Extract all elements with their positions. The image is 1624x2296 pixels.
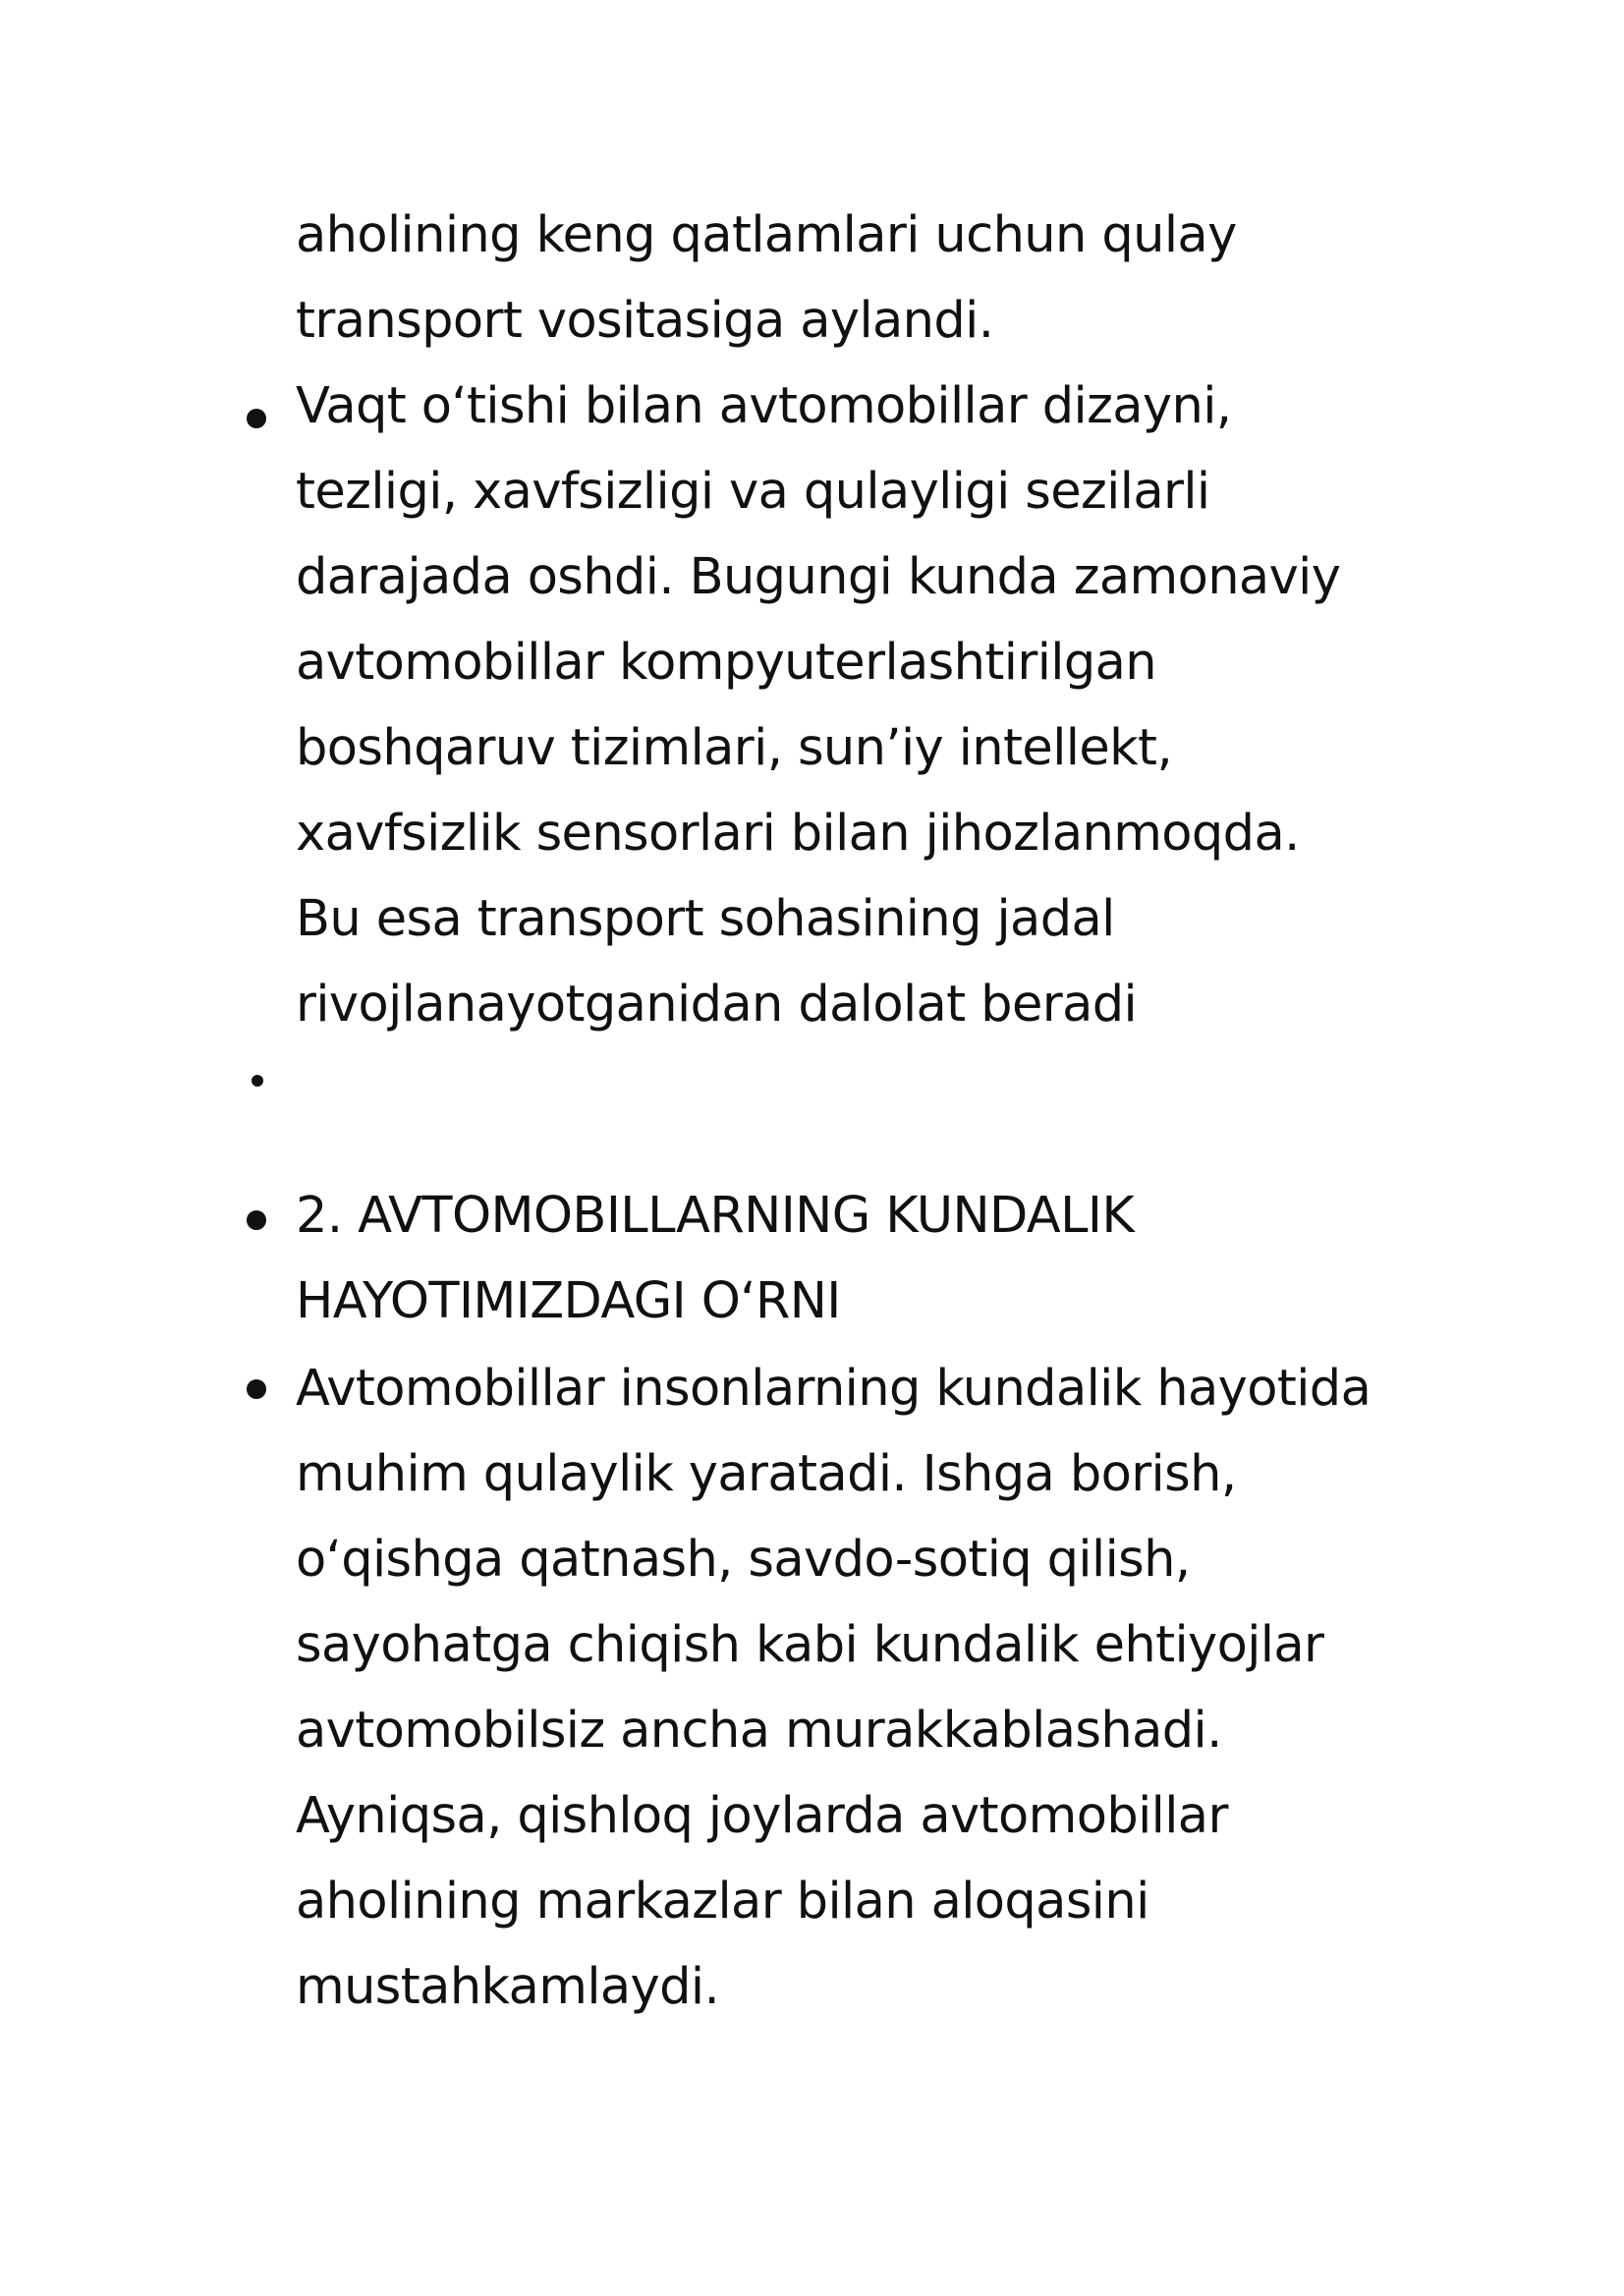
text-line: muhim qulaylik yaratadi. Ishga borish,	[296, 1445, 1237, 1503]
text-line: avtomobillar kompyuterlashtirilgan	[296, 634, 1156, 692]
text-line: Ayniqsa, qishloq joylarda avtomobillar	[296, 1787, 1228, 1845]
text-line: Bu esa transport sohasining jadal	[296, 890, 1115, 948]
heading-line: HAYOTIMIZDAGI O‘RNI	[296, 1272, 841, 1330]
text-line: Avtomobillar insonlarning kundalik hayotida	[296, 1360, 1372, 1418]
text-line: transport vositasiga aylandi.	[296, 292, 994, 350]
text-line: o‘qishga qatnash, savdo-sotiq qilish,	[296, 1531, 1191, 1589]
bullet-icon	[247, 409, 266, 428]
text-line: avtomobilsiz ancha murakkablashadi.	[296, 1702, 1222, 1760]
text-line: sayohatga chiqish kabi kundalik ehtiyojlar	[296, 1616, 1324, 1674]
text-line: rivojlanayotganidan dalolat beradi	[296, 976, 1138, 1034]
text-line: boshqaruv tizimlari, sun’iy intellekt,	[296, 719, 1173, 777]
text-line: mustahkamlaydi.	[296, 1958, 720, 2016]
bullet-item-evolution	[296, 364, 1475, 1047]
section-heading	[296, 1173, 1475, 1344]
heading-line: 2. AVTOMOBILLARNING KUNDALIK	[296, 1187, 1135, 1245]
text-line: aholining keng qatlamlari uchun qulay	[296, 206, 1237, 264]
bullet-icon	[247, 1210, 266, 1230]
text-line: aholining markazlar bilan aloqasini	[296, 1873, 1149, 1931]
paragraph-continuation	[296, 193, 1475, 364]
text-line: tezligi, xavfsizligi va qulayligi sezilarli	[296, 463, 1210, 521]
text-line: Vaqt o‘tishi bilan avtomobillar dizayni,	[296, 377, 1232, 435]
text-line: xavfsizlik sensorlari bilan jihozlanmoqda.	[296, 805, 1300, 863]
bullet-item-daily-life	[296, 1346, 1475, 2030]
empty-bullet-icon	[252, 1075, 263, 1087]
bullet-icon	[247, 1379, 266, 1399]
text-line: darajada oshdi. Bugungi kunda zamonaviy	[296, 548, 1341, 606]
